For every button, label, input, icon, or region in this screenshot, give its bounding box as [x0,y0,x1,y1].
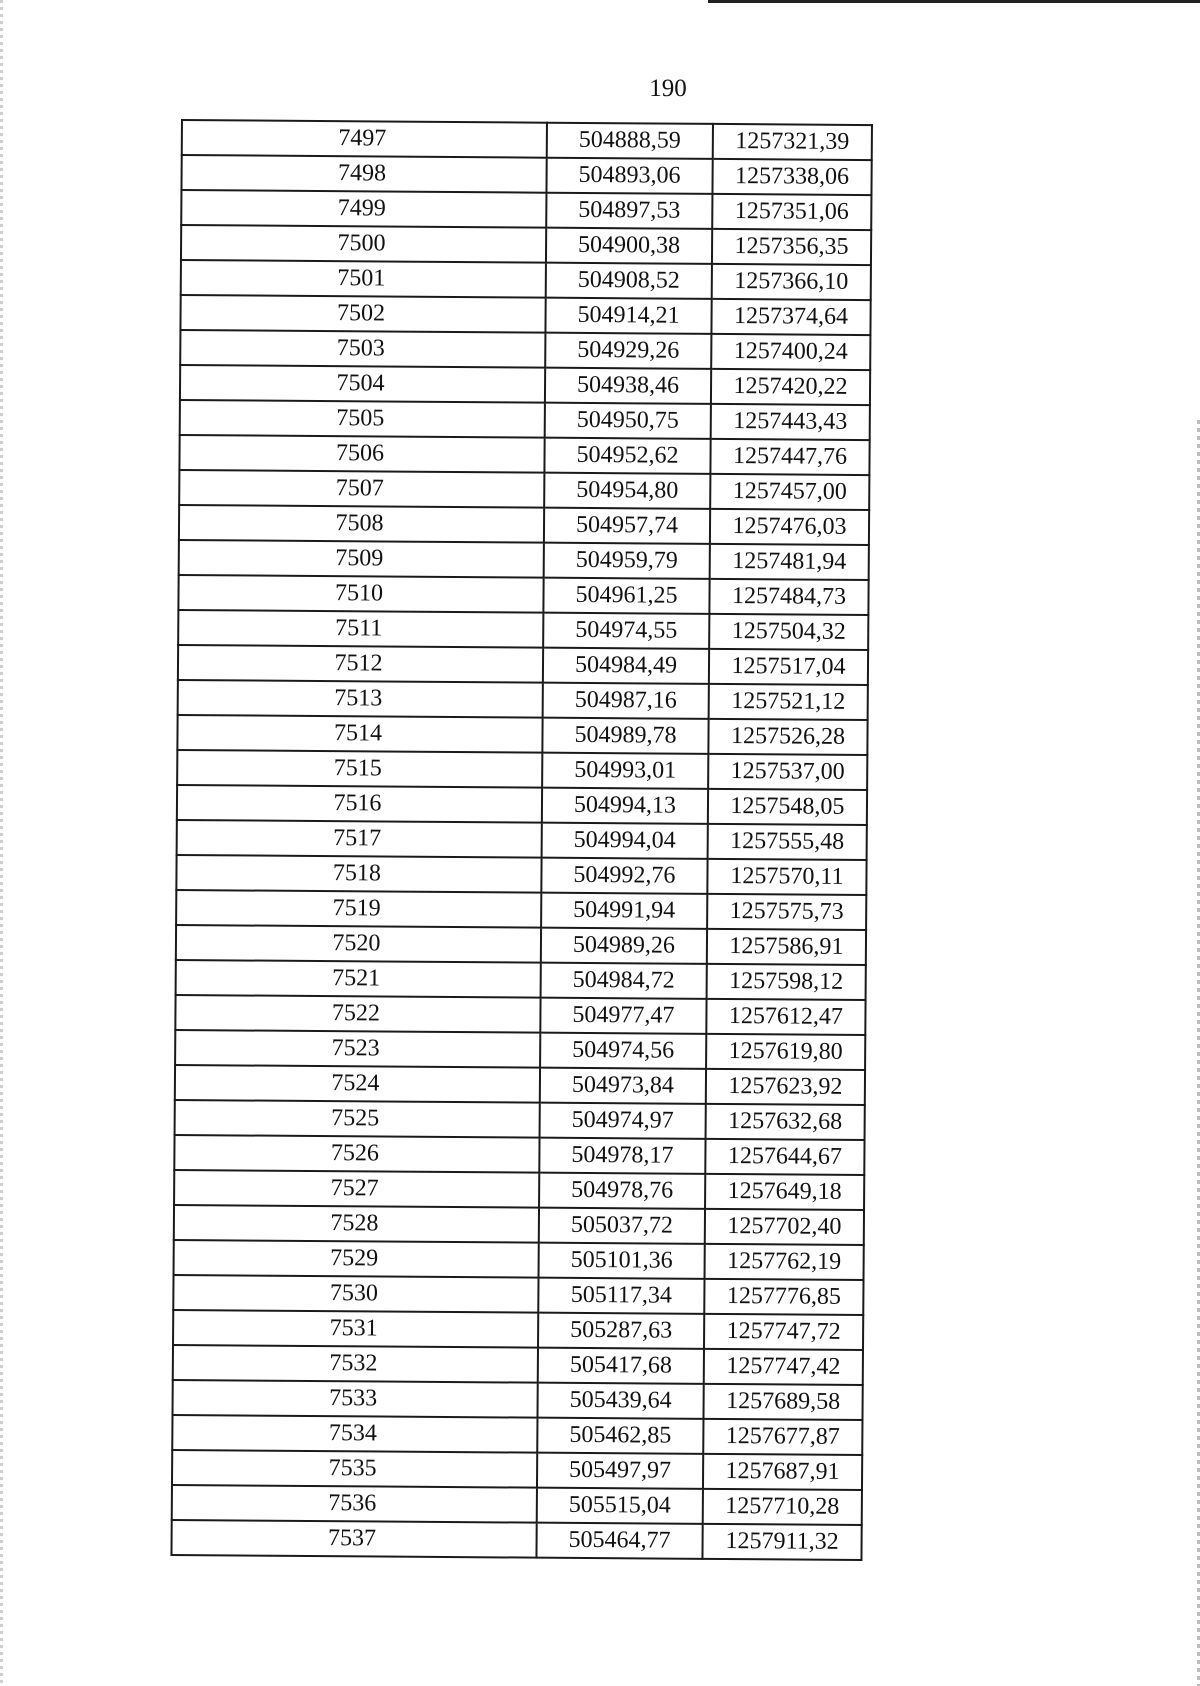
table-row [175,1065,865,1105]
point-number-cell: 7533 [172,1380,537,1418]
table-row [180,400,870,440]
table-row [179,435,869,475]
table-row [173,1275,863,1315]
x-coordinate-cell: 504989,78 [542,718,708,754]
x-coordinate-cell: 504989,26 [541,928,707,964]
point-number-cell: 7524 [175,1065,540,1103]
x-coordinate-cell: 504929,26 [545,333,711,369]
y-coordinate-cell: 1257548,05 [708,789,867,825]
x-coordinate-cell: 505515,04 [537,1488,703,1524]
x-coordinate-cell: 504914,21 [545,298,711,334]
y-coordinate-cell: 1257400,24 [711,334,870,370]
y-coordinate-cell: 1257526,28 [708,719,867,755]
x-coordinate-cell: 504993,01 [542,753,708,789]
x-coordinate-cell: 504938,46 [545,368,711,404]
table-row [174,1240,864,1280]
table-row [180,330,870,370]
table-row [177,715,867,755]
x-coordinate-cell: 504994,13 [542,788,708,824]
point-number-cell: 7498 [181,155,546,193]
point-number-cell: 7497 [182,120,547,158]
scan-edge-left [0,0,3,1686]
y-coordinate-cell: 1257447,76 [710,439,869,475]
x-coordinate-cell: 504950,75 [545,403,711,439]
point-number-cell: 7516 [177,785,542,823]
table-row [173,1310,863,1350]
y-coordinate-cell: 1257481,94 [710,544,869,580]
x-coordinate-cell: 504974,97 [540,1103,706,1139]
x-coordinate-cell: 504897,53 [546,193,712,229]
point-number-cell: 7506 [179,435,544,473]
table-row [178,610,868,650]
x-coordinate-cell: 505037,72 [539,1208,705,1244]
x-coordinate-cell: 504984,49 [543,648,709,684]
y-coordinate-cell: 1257632,68 [706,1104,865,1140]
y-coordinate-cell: 1257374,64 [711,299,870,335]
table-row [177,820,867,860]
y-coordinate-cell: 1257517,04 [709,649,868,685]
y-coordinate-cell: 1257321,39 [713,124,872,160]
table-row [182,120,872,160]
x-coordinate-cell: 504994,04 [542,823,708,859]
table-row [181,225,871,265]
table-row [178,680,868,720]
point-number-cell: 7503 [180,330,545,368]
y-coordinate-cell: 1257570,11 [707,859,866,895]
x-coordinate-cell: 504959,79 [544,543,710,579]
table-row [175,1100,865,1140]
point-number-cell: 7532 [173,1345,538,1383]
point-number-cell: 7522 [175,995,540,1033]
x-coordinate-cell: 504908,52 [546,263,712,299]
y-coordinate-cell: 1257677,87 [703,1419,862,1455]
x-coordinate-cell: 504954,80 [544,473,710,509]
x-coordinate-cell: 504978,76 [539,1173,705,1209]
point-number-cell: 7531 [173,1310,538,1348]
x-coordinate-cell: 504987,16 [543,683,709,719]
point-number-cell: 7521 [176,960,541,998]
point-number-cell: 7537 [171,1520,536,1558]
x-coordinate-cell: 504984,72 [541,963,707,999]
point-number-cell: 7504 [180,365,545,403]
y-coordinate-cell: 1257575,73 [707,894,866,930]
point-number-cell: 7500 [181,225,546,263]
table-row [179,470,869,510]
point-number-cell: 7517 [177,820,542,858]
table-row [179,540,869,580]
x-coordinate-cell: 504977,47 [540,998,706,1034]
coordinates-table [170,119,873,1561]
y-coordinate-cell: 1257747,42 [704,1349,863,1385]
x-coordinate-cell: 505497,97 [537,1453,703,1489]
point-number-cell: 7501 [181,260,546,298]
point-number-cell: 7512 [178,645,543,683]
point-number-cell: 7515 [177,750,542,788]
x-coordinate-cell: 504893,06 [546,158,712,194]
point-number-cell: 7534 [172,1415,537,1453]
y-coordinate-cell: 1257476,03 [710,509,869,545]
table-row [176,855,866,895]
point-number-cell: 7507 [179,470,544,508]
point-number-cell: 7523 [175,1030,540,1068]
y-coordinate-cell: 1257555,48 [708,824,867,860]
y-coordinate-cell: 1257623,92 [706,1069,865,1105]
table-row [180,365,870,405]
y-coordinate-cell: 1257338,06 [712,159,871,195]
point-number-cell: 7509 [179,540,544,578]
y-coordinate-cell: 1257537,00 [708,754,867,790]
point-number-cell: 7519 [176,890,541,928]
x-coordinate-cell: 504978,17 [539,1138,705,1174]
y-coordinate-cell: 1257702,40 [705,1209,864,1245]
point-number-cell: 7508 [179,505,544,543]
point-number-cell: 7511 [178,610,543,648]
table-row [181,155,871,195]
point-number-cell: 7513 [178,680,543,718]
y-coordinate-cell: 1257649,18 [705,1174,864,1210]
y-coordinate-cell: 1257747,72 [704,1314,863,1350]
y-coordinate-cell: 1257351,06 [712,194,871,230]
y-coordinate-cell: 1257484,73 [709,579,868,615]
y-coordinate-cell: 1257443,43 [711,404,870,440]
y-coordinate-cell: 1257366,10 [712,264,871,300]
table-row [172,1415,862,1455]
table-row [175,995,865,1035]
point-number-cell: 7502 [180,295,545,333]
table-row [172,1485,862,1525]
table-row [172,1380,862,1420]
table-row [177,750,867,790]
point-number-cell: 7505 [180,400,545,438]
top-rule [708,0,1200,3]
y-coordinate-cell: 1257521,12 [709,684,868,720]
x-coordinate-cell: 504961,25 [543,578,709,614]
point-number-cell: 7520 [176,925,541,963]
x-coordinate-cell: 504992,76 [541,858,707,894]
point-number-cell: 7499 [181,190,546,228]
point-number-cell: 7528 [174,1205,539,1243]
x-coordinate-cell: 504952,62 [544,438,710,474]
x-coordinate-cell: 504973,84 [540,1068,706,1104]
table-row [176,925,866,965]
y-coordinate-cell: 1257644,67 [705,1139,864,1175]
y-coordinate-cell: 1257598,12 [707,964,866,1000]
point-number-cell: 7518 [176,855,541,893]
x-coordinate-cell: 504900,38 [546,228,712,264]
x-coordinate-cell: 505117,34 [538,1278,704,1314]
table-row [175,1030,865,1070]
table-row [180,295,870,335]
x-coordinate-cell: 505287,63 [538,1313,704,1349]
table-row [176,890,866,930]
point-number-cell: 7525 [175,1100,540,1138]
table-row [177,785,867,825]
y-coordinate-cell: 1257689,58 [703,1384,862,1420]
x-coordinate-cell: 505439,64 [537,1383,703,1419]
table-row [178,645,868,685]
point-number-cell: 7527 [174,1170,539,1208]
y-coordinate-cell: 1257612,47 [706,999,865,1035]
y-coordinate-cell: 1257356,35 [712,229,871,265]
y-coordinate-cell: 1257457,00 [710,474,869,510]
table-row [172,1450,862,1490]
y-coordinate-cell: 1257687,91 [703,1454,862,1490]
x-coordinate-cell: 505464,77 [536,1523,702,1559]
x-coordinate-cell: 504991,94 [541,893,707,929]
x-coordinate-cell: 504888,59 [547,123,713,159]
page-number: 190 [649,75,687,102]
table-row [174,1205,864,1245]
table-row [178,575,868,615]
coordinates-table-body [171,120,872,1560]
point-number-cell: 7536 [172,1485,537,1523]
y-coordinate-cell: 1257504,32 [709,614,868,650]
table-row [173,1345,863,1385]
table-row [174,1170,864,1210]
x-coordinate-cell: 505462,85 [537,1418,703,1454]
y-coordinate-cell: 1257911,32 [702,1524,861,1560]
point-number-cell: 7529 [174,1240,539,1278]
table-row [181,260,871,300]
y-coordinate-cell: 1257776,85 [704,1279,863,1315]
table-row [179,505,869,545]
table-row [176,960,866,1000]
point-number-cell: 7510 [178,575,543,613]
table-row [174,1135,864,1175]
y-coordinate-cell: 1257586,91 [707,929,866,965]
x-coordinate-cell: 504974,55 [543,613,709,649]
y-coordinate-cell: 1257710,28 [703,1489,862,1525]
point-number-cell: 7535 [172,1450,537,1488]
x-coordinate-cell: 505101,36 [539,1243,705,1279]
point-number-cell: 7526 [174,1135,539,1173]
x-coordinate-cell: 504957,74 [544,508,710,544]
y-coordinate-cell: 1257762,19 [705,1244,864,1280]
table-row [171,1520,861,1560]
point-number-cell: 7530 [173,1275,538,1313]
y-coordinate-cell: 1257420,22 [711,369,870,405]
x-coordinate-cell: 504974,56 [540,1033,706,1069]
table-row [181,190,871,230]
point-number-cell: 7514 [177,715,542,753]
x-coordinate-cell: 505417,68 [538,1348,704,1384]
y-coordinate-cell: 1257619,80 [706,1034,865,1070]
